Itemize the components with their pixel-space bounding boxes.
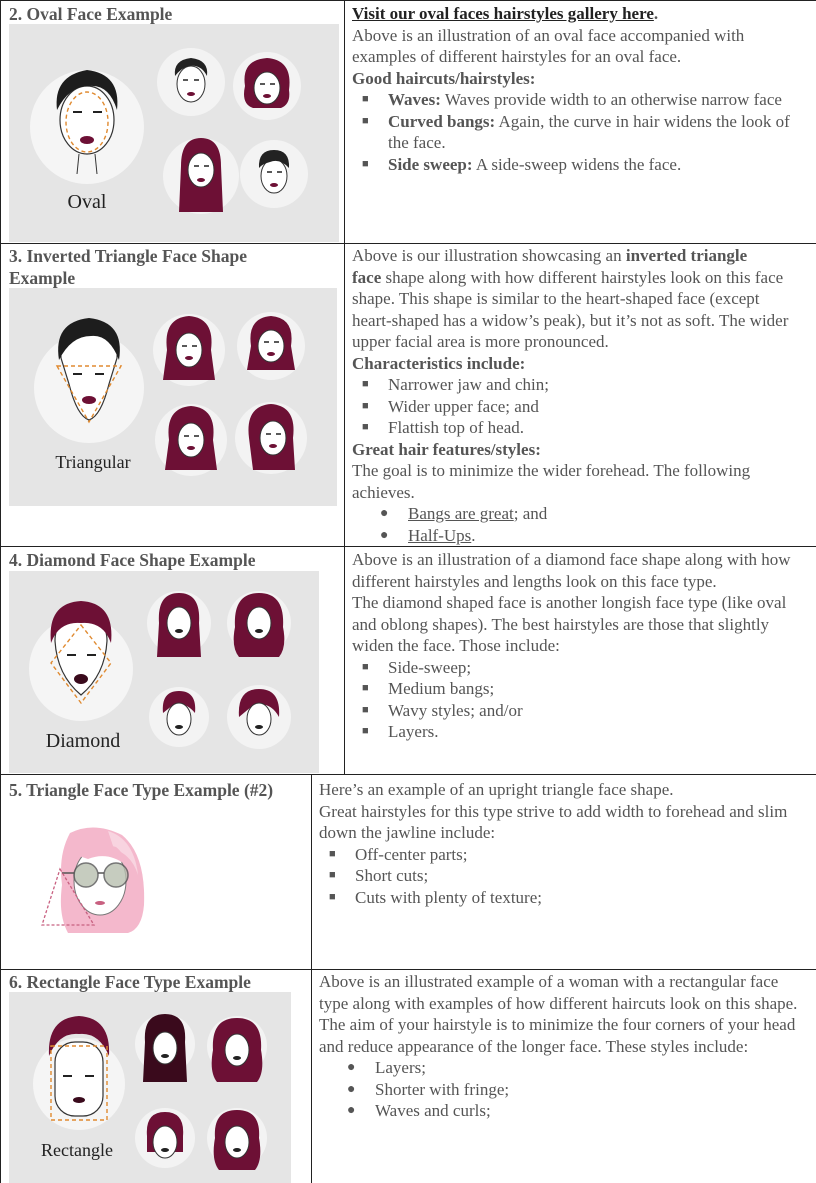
para-line: The goal is to minimize the wider forehead. The following bbox=[352, 461, 751, 480]
para-text: shape along with how different hairstyles look on this face bbox=[381, 267, 784, 287]
list-item bbox=[352, 721, 791, 743]
list-item bbox=[352, 396, 788, 418]
list-item bbox=[352, 503, 788, 525]
bullet-dot-icon bbox=[380, 525, 388, 547]
bullet-text: Layers; bbox=[375, 1058, 426, 1077]
bullet-icon bbox=[362, 721, 369, 743]
para-line: type along with examples of how different haircuts look on this shape. bbox=[319, 993, 798, 1013]
rectangle-face-illustration bbox=[9, 992, 291, 1183]
list-item bbox=[319, 1079, 797, 1101]
oval-gallery-link[interactable]: Visit our oval faces hairstyles gallery here bbox=[352, 4, 654, 23]
diamond-face-illustration bbox=[9, 571, 319, 773]
list-item bbox=[352, 657, 791, 679]
para-line: Great hairstyles for this type strive to add width to forehead and slim bbox=[319, 801, 788, 821]
section-title bbox=[9, 245, 247, 289]
para-line: Above is an illustration of a diamond face shape along with how bbox=[352, 550, 791, 569]
bullet-dot-icon bbox=[380, 503, 388, 525]
section-inverted-triangle bbox=[0, 243, 816, 547]
para-line: down the jawline include: bbox=[319, 823, 496, 842]
subheading: Great hair features/styles: bbox=[352, 439, 541, 459]
bullet-icon bbox=[362, 700, 369, 722]
bullet-bold: Waves: bbox=[388, 90, 441, 109]
para-line: The aim of your hairstyle is to minimize the four corners of your head bbox=[319, 1015, 796, 1034]
para-bold: inverted triangle bbox=[625, 246, 748, 265]
bullet-icon bbox=[362, 111, 369, 133]
face-caption: Triangular bbox=[55, 452, 131, 472]
oval-face-drawing bbox=[9, 24, 339, 242]
section-title-line: Example bbox=[9, 268, 76, 288]
face-caption: Diamond bbox=[45, 730, 121, 752]
list-item bbox=[352, 154, 790, 176]
para-line: heart-shaped has a widow’s peak), but it’s not as soft. The wider bbox=[352, 310, 789, 330]
para-line: achieves. bbox=[352, 482, 415, 502]
list-item bbox=[352, 111, 790, 154]
bullet-icon bbox=[329, 887, 336, 909]
triangle-description bbox=[319, 779, 787, 908]
section-title: 5. Triangle Face Type Example (#2) bbox=[9, 780, 274, 800]
bullet-text: Wider upper face; and bbox=[388, 396, 539, 416]
bangs-link[interactable]: Bangs are great bbox=[408, 504, 514, 523]
bullet-text-cont: the face. bbox=[388, 133, 446, 152]
bullet-icon bbox=[362, 657, 369, 679]
oval-face-illustration bbox=[9, 24, 339, 242]
section-rectangle bbox=[0, 969, 816, 1183]
bullet-text: Again, the curve in hair widens the look of bbox=[495, 111, 790, 131]
para-line: Here’s an example of an upright triangle face shape. bbox=[319, 780, 674, 799]
bullet-text: ; and bbox=[513, 504, 548, 523]
bullet-text: Side-sweep; bbox=[388, 657, 472, 677]
bullet-icon bbox=[362, 678, 369, 700]
face-caption: Oval bbox=[67, 191, 107, 213]
triangular-face-illustration bbox=[9, 288, 337, 506]
bullet-text: Short cuts; bbox=[355, 866, 429, 885]
diamond-face-drawing bbox=[9, 571, 319, 773]
bullet-text: Narrower jaw and chin; bbox=[388, 375, 549, 394]
face-caption: Rectangle bbox=[41, 1140, 113, 1160]
bullet-icon bbox=[329, 865, 336, 887]
list-item bbox=[352, 678, 791, 700]
para-line: Above is an illustration of an oval face accompanied with bbox=[352, 25, 745, 45]
section-title: 2. Oval Face Example bbox=[9, 4, 173, 24]
list-item bbox=[319, 865, 787, 887]
subheading: Characteristics include: bbox=[352, 353, 526, 373]
para-line: examples of different hairstyles for an oval face. bbox=[352, 47, 682, 66]
list-item bbox=[319, 844, 787, 866]
list-item bbox=[319, 1057, 797, 1079]
list-item bbox=[352, 700, 791, 722]
bullet-dot-icon bbox=[347, 1100, 355, 1122]
diamond-description bbox=[352, 549, 791, 743]
section-title-line: 3. Inverted Triangle Face Shape bbox=[9, 246, 248, 266]
bullet-dot-icon bbox=[347, 1079, 355, 1101]
bullet-icon bbox=[362, 396, 369, 418]
bullet-text: Off-center parts; bbox=[355, 844, 468, 864]
section-oval bbox=[0, 0, 816, 244]
subheading: Good haircuts/hairstyles: bbox=[352, 68, 536, 88]
bullet-bold: Side sweep: bbox=[388, 154, 473, 174]
bullet-text: Waves provide width to an otherwise narrow face bbox=[440, 90, 782, 109]
bullet-icon bbox=[362, 374, 369, 396]
bullet-text: Cuts with plenty of texture; bbox=[355, 887, 542, 907]
bullet-text: Wavy styles; and/or bbox=[388, 700, 523, 720]
section-title: 4. Diamond Face Shape Example bbox=[9, 550, 256, 570]
bullet-text: Shorter with fringe; bbox=[375, 1079, 510, 1099]
triangular-face-drawing bbox=[9, 288, 337, 506]
list-item bbox=[352, 374, 788, 396]
para-bold: face bbox=[352, 267, 382, 287]
bullet-text: . bbox=[471, 525, 476, 545]
para-line: different hairstyles and lengths look on this face type. bbox=[352, 571, 717, 591]
triangle-face-drawing bbox=[38, 825, 150, 935]
list-item bbox=[319, 1100, 797, 1122]
bullet-text: Flattish top of head. bbox=[388, 418, 524, 437]
para-line: The diamond shaped face is another longish face type (like oval bbox=[352, 593, 787, 612]
section-triangle bbox=[0, 774, 816, 970]
para-line: upper facial area is more pronounced. bbox=[352, 332, 609, 351]
list-item bbox=[319, 887, 787, 909]
bullet-text: Medium bangs; bbox=[388, 679, 495, 698]
inverted-triangle-description bbox=[352, 245, 788, 546]
bullet-text: Waves and curls; bbox=[375, 1101, 491, 1120]
bullet-icon bbox=[362, 417, 369, 439]
half-ups-link[interactable]: Half-Ups bbox=[408, 525, 472, 545]
list-item bbox=[352, 525, 788, 547]
para-line: and oblong shapes). The best hairstyles are those that slightly bbox=[352, 614, 770, 634]
rectangle-face-drawing bbox=[9, 992, 291, 1183]
para-line: shape. This shape is similar to the heart-shaped face (except bbox=[352, 289, 760, 308]
bullet-icon bbox=[362, 89, 369, 111]
para-line: and reduce appearance of the longer face. These styles include: bbox=[319, 1036, 749, 1056]
section-diamond bbox=[0, 546, 816, 775]
bullet-bold: Curved bangs: bbox=[388, 111, 496, 131]
bullet-text: Layers. bbox=[388, 722, 439, 741]
bullet-text: A side-sweep widens the face. bbox=[472, 154, 682, 174]
para-line: Above is an illustrated example of a woman with a rectangular face bbox=[319, 972, 779, 991]
bullet-icon bbox=[329, 844, 336, 866]
bullet-icon bbox=[362, 154, 369, 176]
link-tail: . bbox=[653, 4, 659, 23]
section-title: 6. Rectangle Face Type Example bbox=[9, 972, 251, 992]
para-text: Above is our illustration showcasing an bbox=[352, 246, 626, 265]
list-item bbox=[352, 89, 790, 111]
para-line: widen the face. Those include: bbox=[352, 636, 560, 655]
oval-description bbox=[352, 3, 790, 175]
list-item bbox=[352, 417, 788, 439]
rectangle-description bbox=[319, 971, 797, 1122]
bullet-dot-icon bbox=[347, 1057, 355, 1079]
